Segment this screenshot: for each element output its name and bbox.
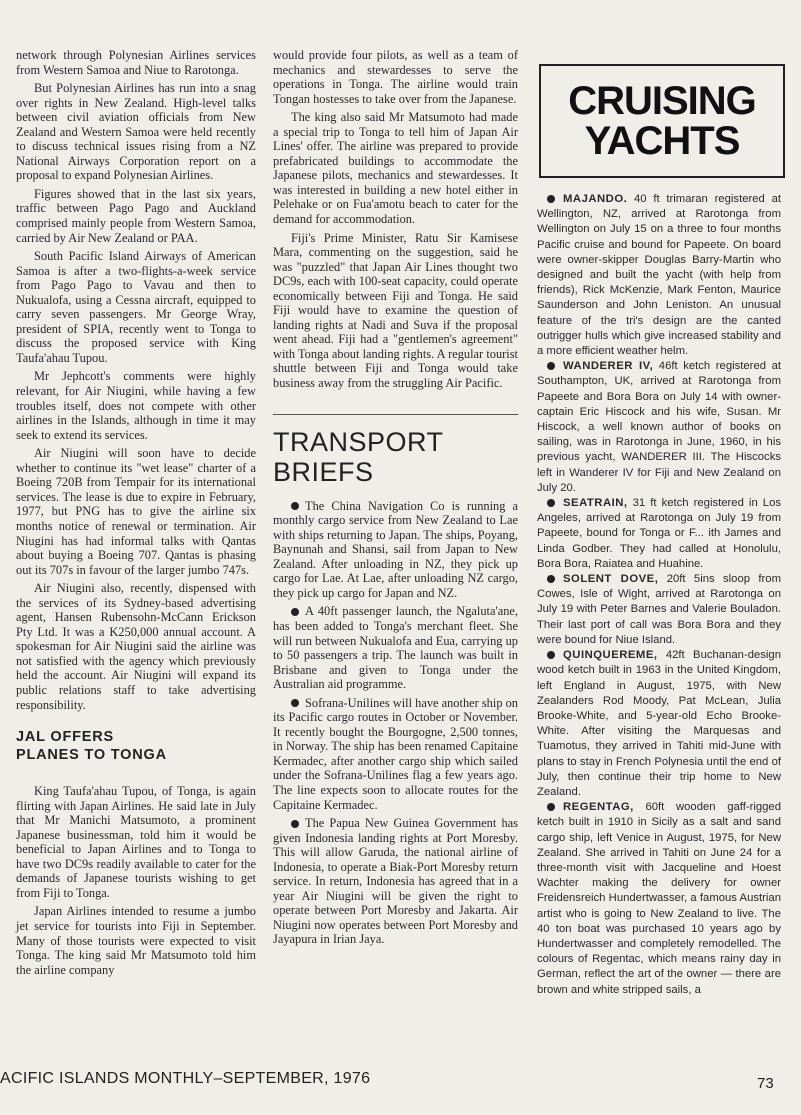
cruising-yachts-masthead [539, 64, 785, 178]
paragraph: network through Polynesian Airlines services from Western Samoa and Niue to Rarotonga. [16, 48, 256, 77]
brief-item [273, 499, 518, 601]
yacht-entry [537, 496, 781, 572]
bullet-icon [547, 803, 555, 811]
bullet-icon [291, 820, 299, 828]
yacht-name: SEATRAIN, [563, 497, 628, 510]
paragraph: South Pacific Island Airways of American Samoa is after a two-flights-a-week service from Pago Pago to Vavau and then to Nukualofa, using a Cessna aircraft, equipped to carry seven passengers. Mr George Wray, president of SPIA, recently went to Tonga to discuss the proposed service with King Taufa'ahau Tupou. [16, 249, 256, 365]
paragraph: Fiji's Prime Minister, Ratu Sir Kamisese Mara, commenting on the suggestion, said he was "puzzled" that Japan Air Lines thought two DC9s, each with 100-seat capacity, could operate economically between Fiji and Tonga. He said Fiji would have to examine the question of landing rights at Nadi and Suva if the proposal went ahead. Fiji had a "gentlemen's agreement" with Tonga about landing rights. A regular tourist shuttle between Fiji and Tonga would take business away from the struggling Air Pacific. [273, 230, 518, 391]
column-1 [16, 48, 256, 981]
yacht-entry [537, 192, 781, 359]
section-heading-jal [16, 728, 256, 764]
yacht-text: 40 ft trimaran registered at Wellington, NZ, arrived at Rarotonga from Wellington on July 15 on a three to four months Pacific cruise and bound for Papeete. On board were owner-skipper Douglas Barry-Martin who designed and built the yacht (with help from friends), Rick McKenzie, Mark Fenton, Maurice Saunderson and John Leniston. An unusual feature of the tri's design are the canted outrigger hulls which give increased stability and a more efficient weather helm. [537, 193, 781, 358]
yacht-text: 31 ft ketch registered in Los Angeles, arrived at Rarotonga on July 19 from Papeete, bound for Tonga or F... ith James and Linda Godber. They had called at Honolulu, Bora Bora, Raiatea and Huahine. [537, 497, 781, 570]
brief-item [273, 816, 518, 947]
paragraph: But Polynesian Airlines has run into a snag over rights in New Zealand. High-level talks between civil aviation officials from New Zealand and Western Samoa were held recently to discuss technical issues rising from a NZ National Airways Corporation report on a proposal to expand Polynesian Airlines. [16, 81, 256, 183]
paragraph: Air Niugini also, recently, dispensed with the services of its Sydney-based advertising agent, Hansen Rubensohn-McCann Erickson Pty Ltd. It was a K250,000 annual account. A spokesman for Air Niugini said the airline was not satisfied with the agency which previously held the account. Air Niugini will expand its public relations staff to take advertising responsibility. [16, 581, 256, 712]
yacht-name: WANDERER IV, [563, 360, 654, 373]
yacht-name: SOLENT DOVE, [563, 573, 659, 586]
yacht-text: 20ft 5ins sloop from Cowes, Isle of Wight, arrived at Rarotonga on July 19 with Peter Barnes and Valerie Bouladon. Their last port of call was Bora Bora and they were bound for Niue Island. [537, 573, 781, 646]
yacht-text: 46ft ketch registered at Southampton, UK, arrived at Rarotonga from Papeete and Bora Bora on July 14 with owner-captain Eric Hiscock and his wife, Susan. Mr Hiscock, a well known author of books on sailing, was in Rarotonga in June, 1960, in his previous yacht, WANDERER III. The Hiscocks left in Wanderer IV for Fiji and New Zealand on July 20. [537, 360, 781, 494]
yacht-entry [537, 648, 781, 800]
bullet-icon [547, 499, 555, 507]
masthead-line: CRUISING [568, 79, 756, 123]
heading-line: PLANES TO TONGA [16, 747, 167, 764]
yacht-entry [537, 359, 781, 496]
paragraph: Figures showed that in the last six years, traffic between Pago Pago and Auckland comprised mainly people from Western Samoa, carried by Air New Zealand or PAA. [16, 186, 256, 245]
masthead-line: YACHTS [584, 119, 740, 163]
paragraph: Air Niugini will soon have to decide whether to continue its "wet lease" charter of a Boeing 720B from Tempair for its international services. The lease is due to expire in February, 1977, but PNG has to give the airline six months notice of renewal or termination. Air Niugini has had informal talks with Qantas about buying a Boeing 707. Qantas is phasing out its 707s in favour of the larger jumbo 747s. [16, 446, 256, 577]
brief-text: The China Navigation Co is running a monthly cargo service from New Zealand to Lae with ships returning to Japan. The ships, Poyang, Baynunah and Shansi, sail from Japan to New Zealand. After unloading in NZ, they pick up cargo for Lae. At Lae, after unloading NZ cargo, they pick up cargo for Japan and NZ. [273, 498, 518, 600]
bullet-icon [547, 651, 555, 659]
yacht-name: MAJANDO. [563, 193, 628, 205]
yacht-entry [537, 572, 781, 648]
column-3 [537, 192, 781, 998]
yacht-text: 60ft wooden gaff-rigged ketch built in 1910 in Sicily as a salt and sand cargo ship, left Venice in August, 1975, for New Zealand. She arrived in Tahiti on June 24 for a three-month visit with Jacqueline and Hoest Wachter making the delivery for owner Freidensreich Hundertwasser, a famous Austrian artist who is going to New Zealand to live. The 40 ton boat was purchased 10 years ago by Hundertwasser and completely remodelled. The colours of Regentac, which means rainy day in German, reflect the art of the owner — there are brown and white stripped sails, a [537, 801, 781, 996]
paragraph: would provide four pilots, as well as a team of mechanics and stewardesses to serve the operations in Tonga. The airline would train Tongan hostesses to take over from the Japanese. [273, 48, 518, 106]
yacht-entry [537, 800, 781, 998]
brief-text: The Papua New Guinea Government has given Indonesia landing rights at Port Moresby. This will allow Garuda, the national airline of Indonesia, to operate a Biak-Port Moresby return service. In return, Indonesia has agreed that in a year Air Niugini will be given the right to operate between Port Moresby and Jakarta. Air Niugini now operates between Port Moresby and Jayapura in Irian Jaya. [273, 816, 518, 947]
brief-text: A 40ft passenger launch, the Ngaluta'ane, has been added to Tonga's merchant fleet. She will run between Nukualofa and Eua, carrying up to 50 passengers a trip. The launch was built in Brisbane and given to Tonga under the Australian aid programme. [273, 604, 518, 692]
page-number: 73 [757, 1075, 774, 1092]
bullet-icon [291, 699, 299, 707]
column-2 [273, 48, 518, 951]
heading-line: JAL OFFERS [16, 729, 114, 746]
bullet-icon [547, 575, 555, 583]
paragraph: Japan Airlines intended to resume a jumbo jet service for tourists into Fiji in September. Many of those tourists were expected to visit Tonga. The king said Mr Matsumoto told him the airline company [16, 904, 256, 977]
footer-publication: ACIFIC ISLANDS MONTHLY–SEPTEMBER, 1976 [0, 1070, 371, 1087]
bullet-icon [291, 502, 299, 510]
yacht-name: REGENTAG, [563, 801, 634, 814]
paragraph: Mr Jephcott's comments were highly relevant, for Air Niugini, while having a few troubles itself, does not compete with other airlines in the Islands, although in time it may seek to extend its services. [16, 369, 256, 442]
yacht-name: QUINQUEREME, [563, 649, 658, 662]
paragraph: King Taufa'ahau Tupou, of Tonga, is again flirting with Japan Airlines. He said late in July that Mr Manichi Matsumoto, a prominent Japanese businessman, told him it would be beneficial to Japan Airlines and to Tonga to have two DC9s readily available to cater for the demands of Japanese tourists wishing to get from Fiji to Tonga. [16, 784, 256, 900]
paragraph: The king also said Mr Matsumoto had made a special trip to Tonga to tell him of Japan Air Lines' offer. The airline was prepared to provide prefabricated buildings to accommodate the Japanese pilots, mechanics and stewardesses. It was interested in building a new hotel either in Pelehake or on Fua'amotu beach to cater for the demand for accommodation. [273, 110, 518, 227]
brief-item [273, 696, 518, 812]
section-heading-transport-briefs: TRANSPORT BRIEFS [273, 414, 518, 487]
yacht-text: 42ft Buchanan-design wood ketch built in 1963 in the United Kingdom, left England in August, 1975, with New Zealanders Rod Moody, Pat McLean, Julia Brooke-White, and 5-year-old Echo Brooke-White. After visiting the Marquesas and Tuamotus, they arrived in Tahiti mid-June with plans to stay in French Polynesia until the end of July, then continue their trip home to New Zealand. [537, 649, 781, 798]
brief-text: Sofrana-Unilines will have another ship on its Pacific cargo routes in October or November. It recently bought the Bourgogne, 2,500 tonnes, in Norway. The ship has been renamed Capitaine Kermadec, after another cargo ship which sailed under the Sofrana-Unilines flag a few years ago. The line expects soon to allocate routes for the Capitaine Kermadec. [273, 695, 519, 812]
bullet-icon [291, 608, 299, 616]
bullet-icon [547, 195, 555, 203]
bullet-icon [547, 362, 555, 370]
brief-item [273, 604, 518, 691]
